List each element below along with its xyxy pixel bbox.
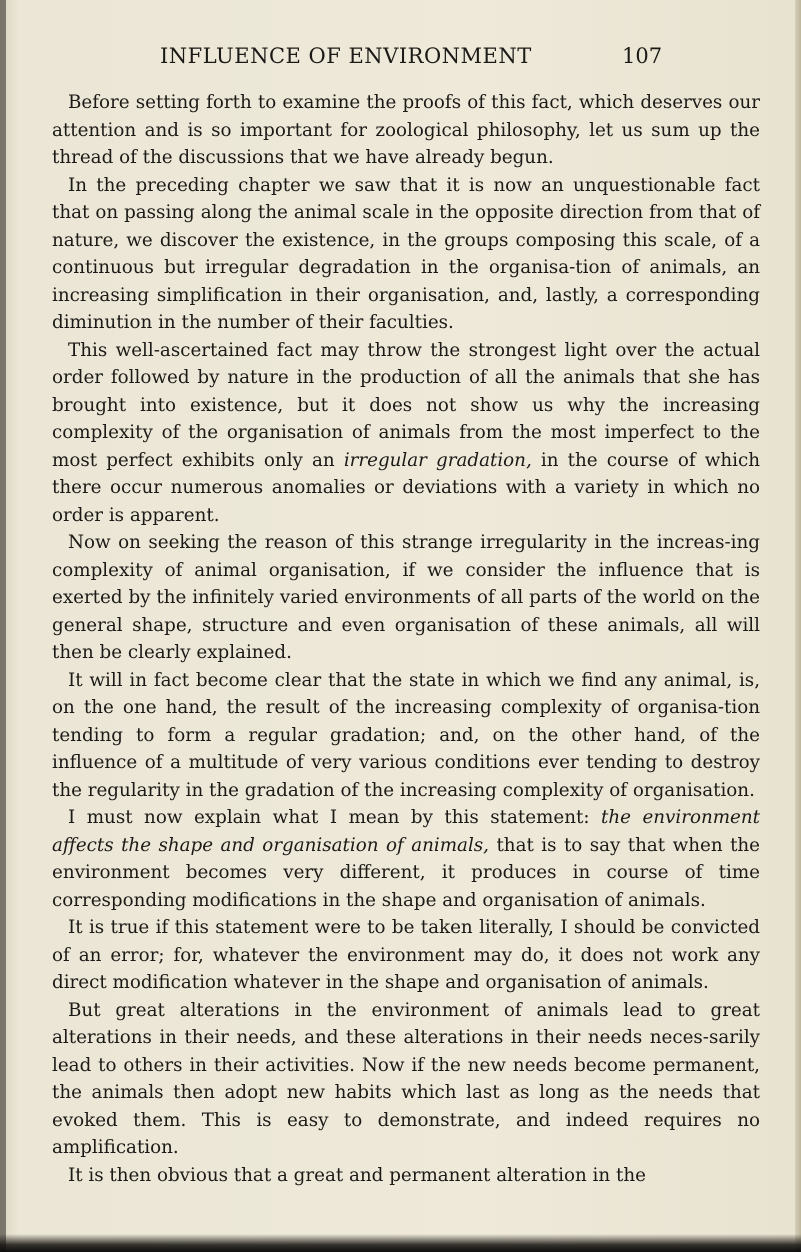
page-header [0,44,801,76]
running-title: INFLUENCE OF ENVIRONMENT [160,44,532,68]
paragraph-6-text: I must now explain what I mean by this statement: [68,807,590,828]
paragraph-7: It is true if this statement were to be taken literally, I should be convicted of an error; for, whatever the environment may do, it does not work any direct modification whatever in the shape and organisation of animals. [52,917,760,993]
paragraph-3-tail: in the course of which there occur numerous anomalies or deviations with a variety in which no order is apparent. [52,449,761,526]
paragraph-6-emphasis: the environment affects the shape and organisation of animals, [52,807,760,856]
page-number: 107 [622,44,663,68]
paragraph-2: In the preceding chapter we saw that it is now an unquestionable fact that on passing along the animal scale in the opposite direction from that of nature, we discover the existence, in the groups composing this scale, of a continuous but irregular degradation in the organisa-tion of animals, an increasing simplification in their organisation, and, lastly, a corresponding diminution in the number of their faculties. [52,174,760,333]
paragraph-3-text: This well-ascertained fact may throw the strongest light over the actual order followed by nature in the production of all the animals that she has brought into existence, but it does not show us why the increasing complexity of the organisation of animals from the most imperfect to the most perfect exhibits only an [52,339,760,471]
paragraph-9: It is then obvious that a great and permanent alteration in the [68,1164,646,1186]
page-right-edge [795,0,801,1252]
paragraph-5: It will in fact become clear that the state in which we find any animal, is, on the one hand, the result of the increasing complexity of organisa-tion tending to form a regular gradation; and, on the other hand, of the influence of a multitude of very various conditions ever tending to destroy the regularity in the gradation of the increasing complexity of organisation. [52,669,760,801]
paragraph-1: Before setting forth to examine the proofs of this fact, which deserves our attention and is so important for zoological philosophy, let us sum up the thread of the discussions that we have already begun. [52,92,760,168]
body-text [52,89,760,1189]
paragraph-3-emphasis: irregular gradation, [343,449,532,471]
paragraph-6 [52,804,760,914]
paragraph-3 [52,337,760,530]
page-binding-edge [0,0,6,1252]
page-bottom-shadow [0,1234,801,1252]
paragraph-8: But great alterations in the environment of animals lead to great alterations in their needs, and these alterations in their needs neces-sarily lead to others in their activities. Now if the new needs become permanent, the animals then adopt new habits which last as long as the needs that evoked them. This is easy to demonstrate, and indeed requires no amplification. [52,999,760,1158]
paragraph-4: Now on seeking the reason of this strange irregularity in the increas-ing complexity of animal organisation, if we consider the influence that is exerted by the infinitely varied environments of all parts of the world on the general shape, structure and even organisation of these animals, all will then be clearly explained. [52,532,760,663]
paragraph-6-tail: that is to say that when the environment becomes very different, it produces in course of time corresponding modifications in the shape and organisation of animals. [52,834,761,911]
